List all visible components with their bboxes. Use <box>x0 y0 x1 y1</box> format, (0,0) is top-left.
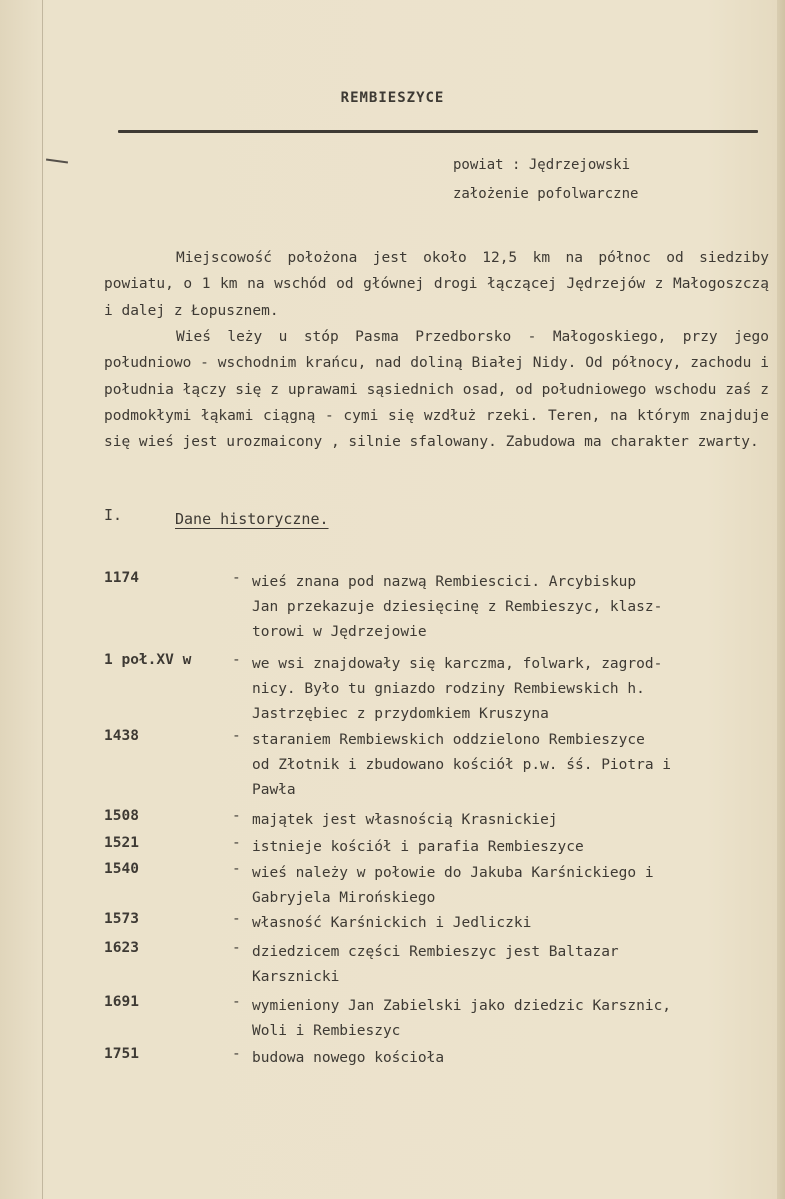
entry-line: własność Karśnickich i Jedliczki <box>252 915 532 931</box>
entry-line: Woli i Rembieszyc <box>252 1023 401 1039</box>
section-title: Dane historyczne. <box>175 510 329 528</box>
entry-line: Karsznicki <box>252 969 340 985</box>
entry-text <box>252 911 772 936</box>
entry-dash: - <box>232 835 241 851</box>
entry-line: majątek jest własnością Krasnickiej <box>252 812 558 828</box>
entry-line: torowi w Jędrzejowie <box>252 624 427 640</box>
entry-year: 1508 <box>104 808 139 824</box>
entry-dash: - <box>232 808 241 824</box>
fold-line <box>42 0 43 1199</box>
entry-line: Gabryjela Mirońskiego <box>252 890 436 906</box>
entry-year: 1623 <box>104 940 139 956</box>
meta-layout-type: założenie pofolwarczne <box>453 186 639 202</box>
entry-text <box>252 940 772 990</box>
entry-line: wieś znana pod nazwą Rembiescici. Arcybiskup <box>252 574 637 590</box>
entry-line: wieś należy w połowie do Jakuba Karśnickiego i <box>252 865 654 881</box>
margin-mark <box>46 158 68 163</box>
paragraph-location: Miejscowość położona jest około 12,5 km na północ od siedziby powiatu, o 1 km na wschód od głównej drogi łączącej Jędrzejów z Małogoszczą i dalej z Łopusznem. <box>104 250 769 319</box>
entry-dash: - <box>232 1046 241 1062</box>
entry-year: 1438 <box>104 728 139 744</box>
entry-dash: - <box>232 994 241 1010</box>
entry-line: nicy. Było tu gniazdo rodziny Rembiewskich h. <box>252 681 645 697</box>
entry-text <box>252 570 772 645</box>
entry-text <box>252 728 772 803</box>
entry-line: Pawła <box>252 782 296 798</box>
entry-year: 1521 <box>104 835 139 851</box>
entry-year: 1751 <box>104 1046 139 1062</box>
entry-line: Jastrzębiec z przydomkiem Kruszyna <box>252 706 549 722</box>
entry-year: 1691 <box>104 994 139 1010</box>
entry-line: od Złotnik i zbudowano kościół p.w. śś. Piotra i <box>252 757 672 773</box>
entry-year: 1 poł.XV w <box>104 652 192 668</box>
entry-year: 1573 <box>104 911 139 927</box>
section-number: I. <box>104 506 123 524</box>
entry-text <box>252 1046 772 1071</box>
entry-dash: - <box>232 861 241 877</box>
entry-dash: - <box>232 570 241 586</box>
entry-line: dziedzicem części Rembieszyc jest Baltazar <box>252 944 619 960</box>
entry-dash: - <box>232 652 241 668</box>
entry-year: 1174 <box>104 570 139 586</box>
entry-dash: - <box>232 911 241 927</box>
entry-line: wymieniony Jan Zabielski jako dziedzic Karsznic, <box>252 998 672 1014</box>
paragraph-description: Wieś leży u stóp Pasma Przedborsko - Małogoskiego, przy jego południowo - wschodnim krańcu, nad doliną Białej Nidy. Od północy, zachodu i południa łączy się z uprawami sąsiednich osad, od południowego wschodu zaś z podmokłymi łąkami ciągną - cymi się wzdłuż rzeki. Teren, na którym znajduje się wieś jest urozmaicony , silnie sfalowany. Zabudowa ma charakter zwarty. <box>104 329 769 451</box>
entry-line: istnieje kościół i parafia Rembieszyce <box>252 839 584 855</box>
entry-text <box>252 835 772 860</box>
entry-line: budowa nowego kościoła <box>252 1050 445 1066</box>
entry-dash: - <box>232 940 241 956</box>
meta-district: powiat : Jędrzejowski <box>453 157 631 173</box>
entry-text <box>252 652 772 727</box>
entry-line: staraniem Rembiewskich oddzielono Rembieszyce <box>252 732 645 748</box>
entry-dash: - <box>232 728 241 744</box>
entry-text <box>252 994 772 1044</box>
entry-text <box>252 861 772 911</box>
entry-text <box>252 808 772 833</box>
entry-year: 1540 <box>104 861 139 877</box>
entry-line: Jan przekazuje dziesięcinę z Rembieszyc, klasz- <box>252 599 663 615</box>
title-rule <box>118 130 758 133</box>
page-edge <box>777 0 785 1199</box>
entry-line: we wsi znajdowały się karczma, folwark, zagrod- <box>252 656 663 672</box>
document-title: REMBIESZYCE <box>340 90 445 106</box>
